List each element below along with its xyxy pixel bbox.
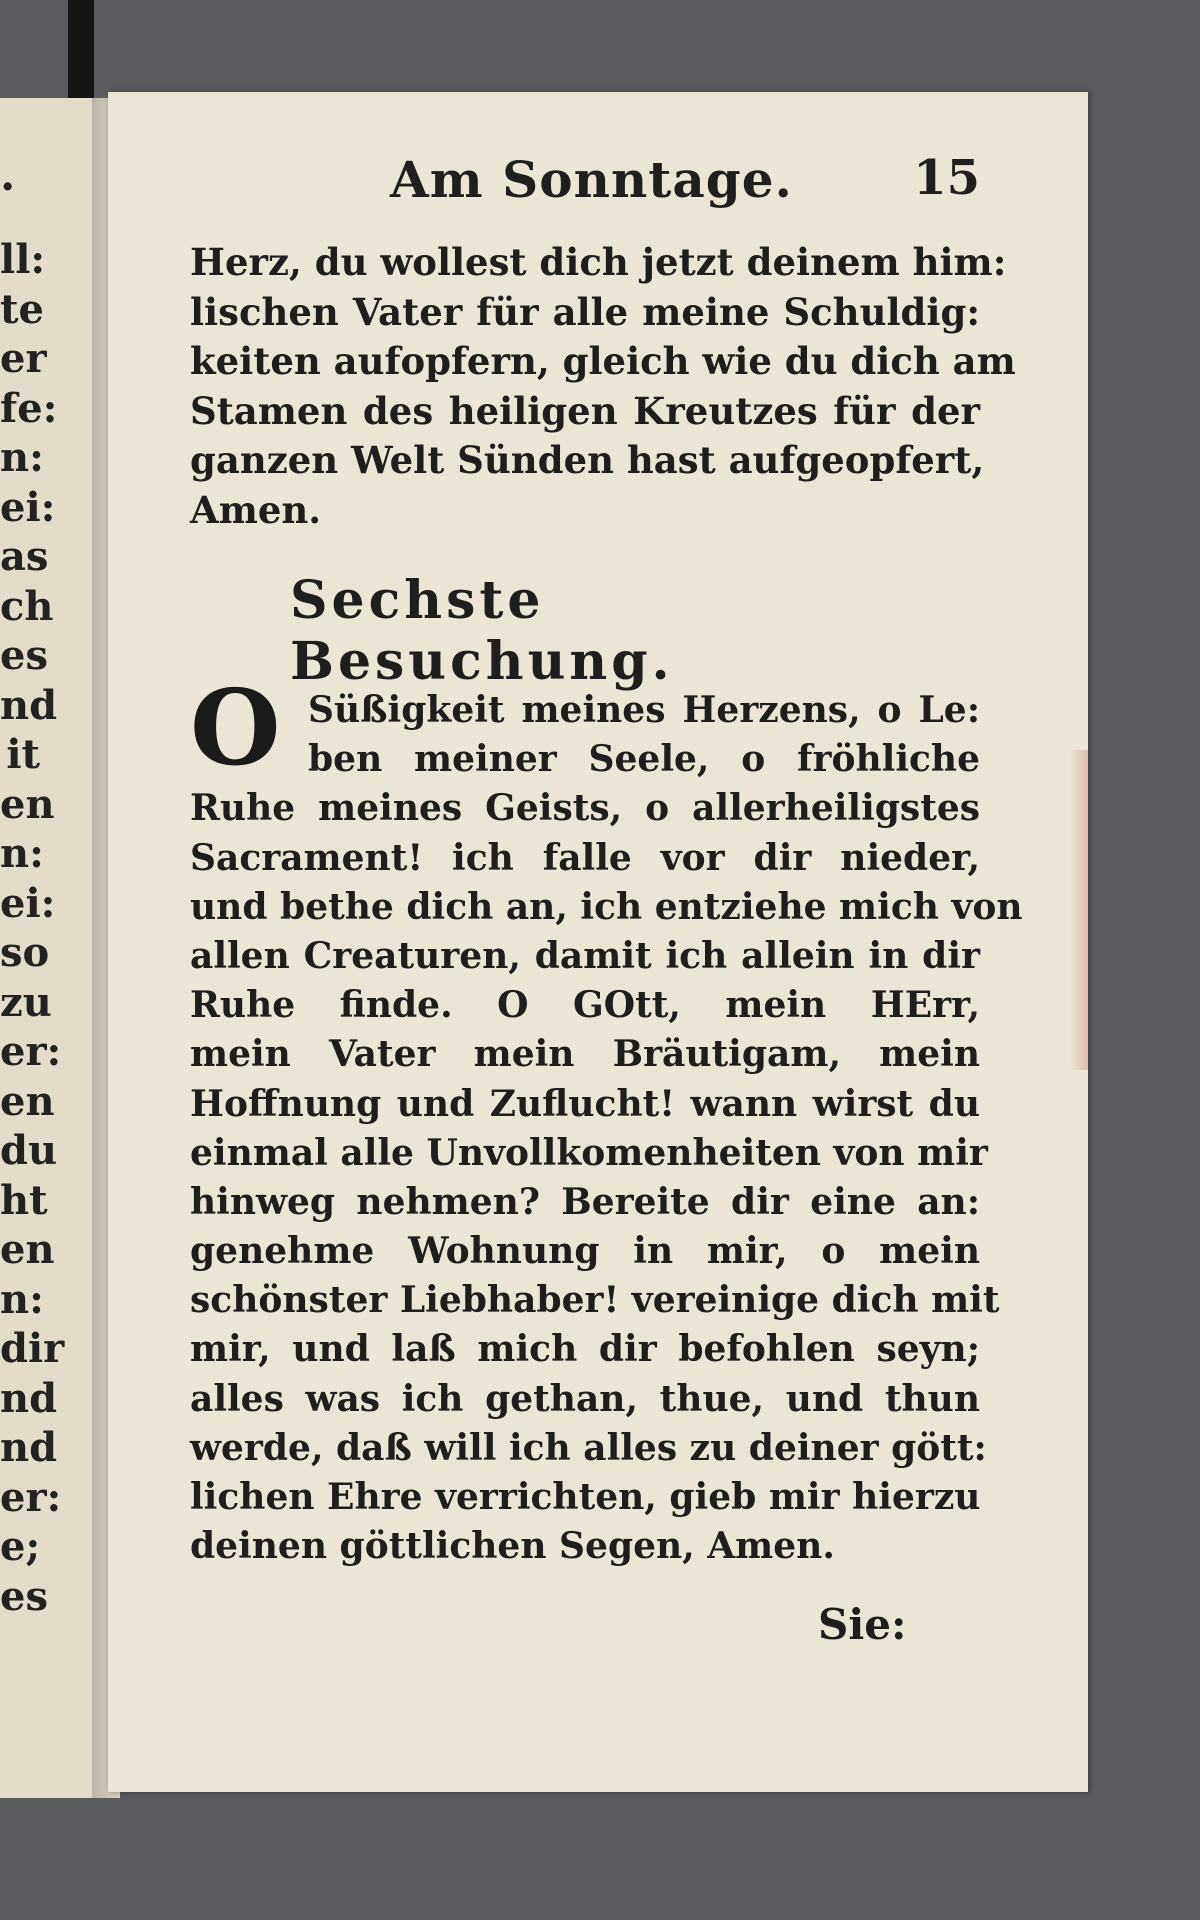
left-page-fragment: ei: (0, 879, 56, 927)
paragraph-2-line: deinen göttlichen Segen, Amen. (190, 1525, 835, 1568)
left-page-fragment: n: (0, 434, 44, 481)
paragraph-2-line: lichen Ehre verrichten, gieb mir hierzu (190, 1476, 981, 1518)
paragraph-2-line: allen Creaturen, damit ich allein in dir (190, 934, 980, 977)
header-title: Am Sonntage. (390, 150, 793, 209)
left-page-fragment: nd (0, 1374, 58, 1422)
page-number: 15 (913, 150, 980, 206)
left-page-fragment: es (0, 632, 48, 679)
left-page-fragment: zu (0, 978, 52, 1026)
paragraph-2-line: alles was ich gethan, thue, und thun (190, 1377, 980, 1420)
paragraph-2-line: Sacrament! ich falle vor dir nieder, (190, 836, 980, 879)
left-page-fragment: it (6, 731, 40, 778)
drop-cap: O (190, 666, 281, 789)
paragraph-2-line: Süßigkeit meines Herzens, o Le: (308, 689, 980, 731)
paragraph-1-line: lischen Vater für alle meine Schuldig: (190, 289, 980, 334)
left-page-fragment: so (0, 929, 50, 976)
paragraph-2-line: ben meiner Seele, o fröhliche (308, 738, 980, 781)
paragraph-1-line: ganzen Welt Sünden hast aufgeopfert, (190, 438, 985, 482)
paragraph-2-line: genehme Wohnung in mir, o mein (190, 1230, 980, 1273)
paragraph-2-line: Hoffnung und Zuflucht! wann wirst du (190, 1082, 980, 1125)
left-page-fragment: fe: (0, 384, 58, 432)
left-page-fragment: ll: (0, 236, 46, 283)
left-page-fragment: du (0, 1127, 58, 1174)
left-page-text-fragments (0, 235, 65, 1621)
left-page-fragment: es (0, 1572, 48, 1620)
paragraph-2-line: hinweg nehmen? Bereite dir eine an: (190, 1180, 980, 1223)
left-page-fragment: en (0, 1077, 55, 1125)
paragraph-2-line: einmal alle Unvollkomenheiten von mir (190, 1131, 988, 1174)
left-page-fragment: n: (0, 1275, 44, 1323)
left-page-fragment: ch (0, 582, 54, 630)
left-page-fragment: te (0, 285, 44, 333)
left-page-fragment: en (0, 1226, 55, 1273)
paragraph-2-line: Ruhe meines Geists, o allerheiligstes (190, 787, 980, 830)
paragraph-2 (190, 686, 1023, 1571)
left-page-fragment: en (0, 780, 55, 828)
paragraph-2-line: mir, und laß mich dir befohlen seyn; (190, 1328, 980, 1371)
paragraph-2-line: und bethe dich an, ich entziehe mich von (190, 885, 1023, 928)
left-page-fragment: nd (0, 681, 58, 729)
paragraph-2-line: mein Vater mein Bräutigam, mein (190, 1033, 980, 1076)
section-title: Sechste Besuchung. (290, 570, 674, 692)
left-page-fragment: ht (0, 1176, 48, 1224)
running-header (390, 150, 990, 210)
left-page-fragment: ei: (0, 483, 56, 531)
paragraph-1-line: Herz, du wollest dich jetzt deinem him: (190, 240, 1007, 284)
left-page-dot: . (0, 150, 16, 201)
left-page-fragment: er: (0, 1473, 62, 1521)
left-page-fragment: nd (0, 1424, 58, 1471)
left-page-fragment: n: (0, 830, 44, 877)
paragraph-1-line: Stamen des heiligen Kreutzes für der (190, 388, 980, 433)
left-page-fragment: er (0, 335, 47, 382)
left-page-fragment: e; (0, 1523, 41, 1570)
left-page-fragment: dir (0, 1325, 65, 1372)
left-page-fragment: er: (0, 1028, 62, 1075)
paragraph-1 (190, 238, 1016, 535)
paragraph-1-line: keiten aufopfern, gleich wie du dich am (190, 339, 1016, 383)
paragraph-2-line: schönster Liebhaber! vereinige dich mit (190, 1279, 1000, 1322)
paragraph-2-line: Ruhe finde. O GOtt, mein HErr, (190, 984, 980, 1027)
page-edge-stain (1070, 750, 1088, 1070)
paragraph-2-line: werde, daß will ich alles zu deiner gött: (190, 1426, 987, 1469)
paragraph-1-line: Amen. (190, 487, 322, 532)
catchword: Sie: (818, 1600, 907, 1649)
left-page-fragment: as (0, 533, 49, 580)
